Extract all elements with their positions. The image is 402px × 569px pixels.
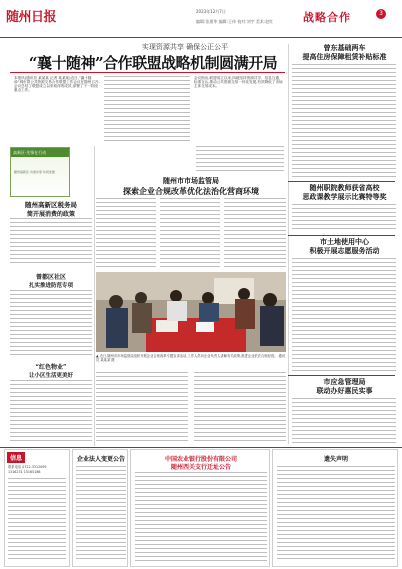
column-divider-right xyxy=(288,44,289,444)
right-headline-2: 随州职院教师获省高校 xyxy=(309,184,380,192)
right-headline-3b: 积极开展志愿服务活动 xyxy=(309,247,380,255)
center-body-5 xyxy=(194,372,286,444)
right-body-3 xyxy=(292,258,396,372)
right-body-1 xyxy=(292,64,396,178)
lead-body-continuation xyxy=(196,146,284,172)
page-number-badge: 3 xyxy=(376,9,386,19)
left-headline-1: 随州高新区税务局 xyxy=(25,201,77,209)
right-rule-2 xyxy=(288,235,395,236)
center-kicker: 随州市市场监管局 xyxy=(163,176,219,185)
left-body-2 xyxy=(10,290,92,356)
notice-title-2b: 随州西关支行迁址公告 xyxy=(170,464,231,471)
left-headline-2b: 扎实推进防范专项 xyxy=(28,283,73,289)
right-headline-3: 市土地使用中心 xyxy=(320,238,369,246)
lead-rule xyxy=(10,72,285,73)
newspaper-logo: 随州日报 xyxy=(6,10,57,25)
lead-body-left: 本报讯(通讯员 某某某 记者 某某某)近日,“襄十随神”城市群公共资源交易合作联盟工作会议在随州召开,会议总结了联盟成立以来取得的成效,部署了下一阶段重点工作。 xyxy=(14,76,100,92)
photo-caption: ▲ 近日,随州市市场监管局组织开展企业合规改革专题宣讲活动,工作人员向企业负责人讲解有关政策,推进企业依法合规经营。 通讯员 某某某 摄 xyxy=(96,354,286,362)
lead-kicker: 实现资源共享 确保公正公平 xyxy=(141,43,229,51)
column-divider-left xyxy=(94,146,95,446)
right-headline-1: 曾东基础两车 xyxy=(323,44,366,52)
notice-box-1 xyxy=(72,449,128,567)
center-body-4 xyxy=(96,372,188,444)
notice-body-1 xyxy=(76,466,126,562)
notice-body-2 xyxy=(135,472,267,562)
issue-date: 2023年12月7日 xyxy=(196,9,226,14)
right-headline-4: 市应急管理局 xyxy=(323,378,366,386)
right-headline-1b: 提高住房保障租赁补贴标准 xyxy=(302,53,387,61)
center-body-1 xyxy=(96,198,156,268)
section-title: 战略合作 xyxy=(303,11,351,24)
center-news-photo xyxy=(96,272,286,352)
notice-box-3 xyxy=(272,449,398,567)
info-phone: 联系电话 0722-3312099 xyxy=(8,465,47,469)
left-headline-3b: 让小区生活更美好 xyxy=(28,373,73,379)
lead-headline: “襄十随神”合作联盟战略机制圆满开局 xyxy=(28,54,278,72)
right-rule-3 xyxy=(288,375,395,376)
editors-line: 编辑:张建华 编辑:王伟 校对:刘宇 美术:赵红 xyxy=(196,19,274,24)
masthead xyxy=(0,0,402,38)
center-body-3 xyxy=(224,198,286,268)
left-body-3 xyxy=(10,380,92,444)
photo-scene xyxy=(96,272,286,352)
left-headline-2: 曾都区社区 xyxy=(35,274,66,281)
left-headline-1b: 简开展消费的政策 xyxy=(26,211,75,218)
right-body-4 xyxy=(292,398,396,444)
info-body xyxy=(8,478,66,562)
right-rule-1 xyxy=(288,181,395,182)
lead-body-mid xyxy=(104,76,190,142)
bottom-divider xyxy=(0,447,402,448)
right-headline-2b: 思政课教学展示比赛特等奖 xyxy=(302,193,387,201)
notice-title-1: 企业法人变更公告 xyxy=(76,456,125,463)
info-label: 信息 xyxy=(7,452,25,463)
info-meta: 1316231 15165186 xyxy=(8,470,41,474)
notice-title-3: 遗失声明 xyxy=(323,456,348,463)
right-body-2 xyxy=(292,204,396,232)
left-body-1 xyxy=(10,218,92,266)
green-banner-caption: 随州高新区 共建共享 共同发展 xyxy=(14,170,55,174)
center-body-2 xyxy=(160,198,220,268)
green-banner-label: 高新区·先锋在行动 xyxy=(11,148,69,157)
center-headline: 探索企业合规改革优化法治化营商环境 xyxy=(123,186,259,196)
right-headline-4b: 联动办好惠民实事 xyxy=(316,387,373,395)
info-ad-box xyxy=(4,449,70,567)
notice-title-2a: 中国农业银行股份有限公司 xyxy=(164,456,237,463)
lead-body-right: 会议指出,联盟成立以来,四地坚持资源共享、信息互通、标准互认,推动公共资源交易一体化发展,有效降低了市场主体交易成本。 xyxy=(194,76,283,88)
notice-body-3 xyxy=(277,466,395,562)
left-headline-3: “红色物业” xyxy=(35,364,67,371)
notice-box-2 xyxy=(130,449,270,567)
